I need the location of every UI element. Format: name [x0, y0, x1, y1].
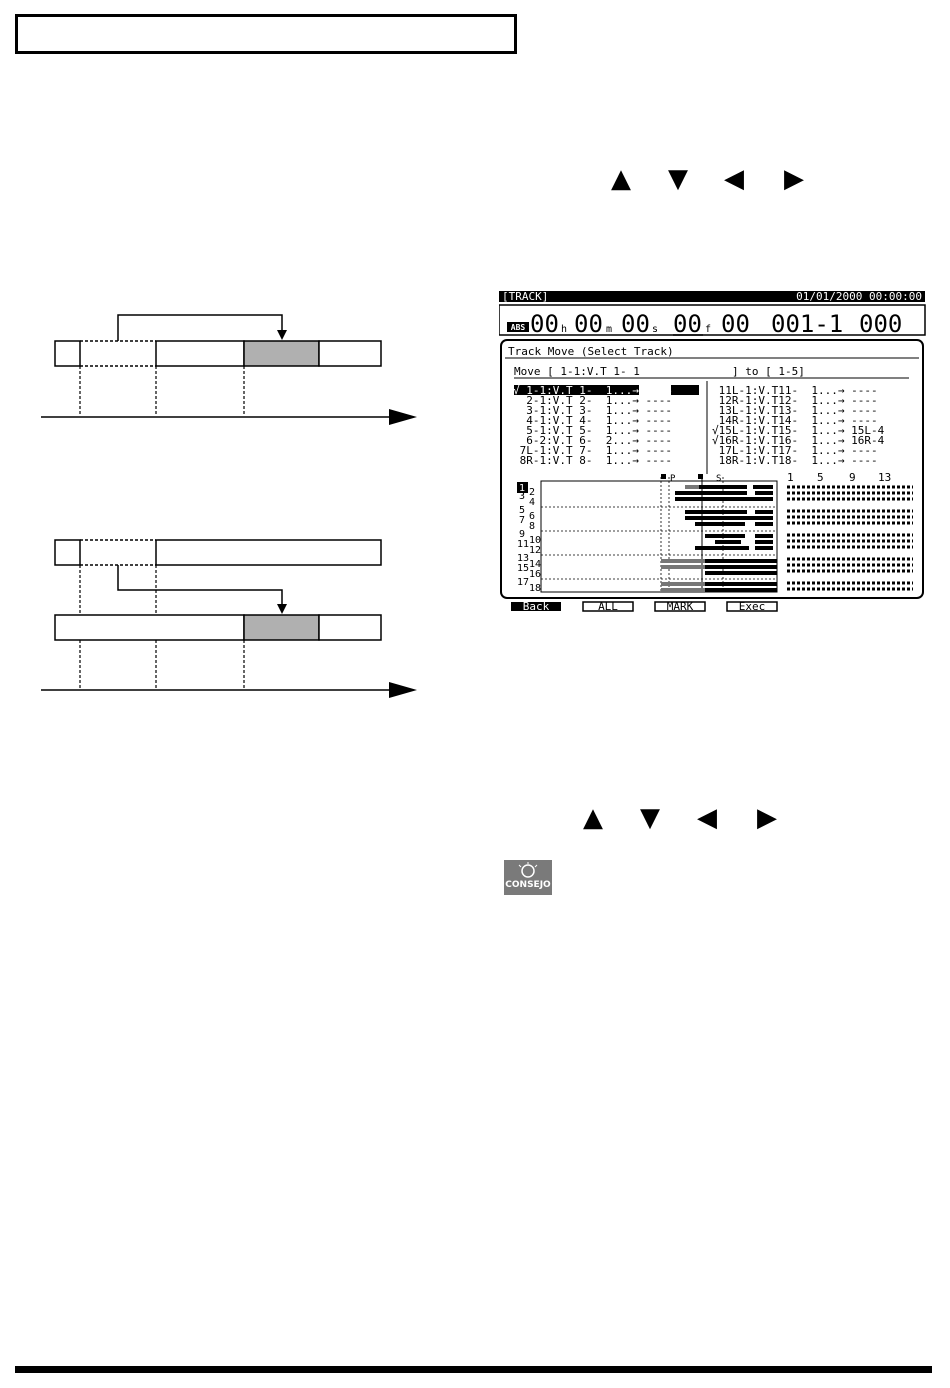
screen-mode: [TRACK] — [502, 291, 549, 303]
track-row[interactable]: 3-1:V.T 3- 1...→ ---- — [513, 404, 672, 417]
time-frames: 00 — [673, 310, 702, 338]
track-num: 5 — [519, 505, 526, 516]
diagram-track-move-2 — [35, 530, 425, 700]
track-row[interactable]: √ 1-1:V.T 1- 1...→ 1-5 — [513, 384, 672, 397]
tick: 000 — [859, 310, 903, 338]
time-seconds: 00 — [621, 310, 650, 338]
track-num: 17 — [517, 577, 530, 588]
tip-lightbulb-icon — [504, 860, 552, 895]
track-row[interactable]: 14R-1:V.T14- 1...→ ---- — [712, 414, 878, 427]
track-row[interactable]: 4-1:V.T 4- 1...→ ---- — [513, 414, 672, 427]
track-row[interactable]: 6-2:V.T 6- 2...→ ---- — [513, 434, 672, 447]
track-num: 15 — [517, 563, 530, 574]
track-num: 14 — [529, 559, 542, 570]
cursor-keys-row-1 — [0, 166, 950, 196]
track-row[interactable]: 12R-1:V.T12- 1...→ ---- — [712, 394, 878, 407]
track-num: 16 — [529, 569, 542, 580]
abs-badge: ABS — [510, 323, 526, 332]
time-subframes: 00 — [721, 310, 750, 338]
section-header-box — [15, 14, 517, 54]
page-title: Track Move (Select Track) — [508, 345, 674, 358]
grid-label: 13 — [878, 471, 892, 484]
track-row[interactable]: √15L-1:V.T15- 1...→ 15L-4 — [712, 424, 885, 437]
cursor-keys-row-2 — [0, 805, 950, 835]
time-hours: 00 — [530, 310, 559, 338]
track-row[interactable]: √16R-1:V.T16- 1...→ 16R-4 — [712, 434, 885, 447]
track-list-right — [712, 384, 885, 467]
punch-marker-label: P — [670, 474, 676, 484]
track-row[interactable]: 13L-1:V.T13- 1...→ ---- — [712, 404, 878, 417]
track-map — [517, 474, 777, 594]
diagram-track-move-1 — [35, 300, 425, 430]
grid-label: 1 — [787, 471, 794, 484]
right-arrow-icon: ▶ — [784, 164, 804, 194]
track-num: 3 — [519, 491, 526, 502]
track-row[interactable]: 7L-1:V.T 7- 1...→ ---- — [513, 444, 672, 457]
time-hours-unit: h — [561, 324, 568, 335]
track-num: 7 — [519, 515, 526, 526]
tip-label: CONSEJO — [505, 880, 551, 890]
track-num: 11 — [517, 539, 530, 550]
track-row[interactable]: 18R-1:V.T18- 1...→ ---- — [712, 454, 878, 467]
left-arrow-icon: ◀ — [697, 803, 717, 833]
move-source: Move [ 1-1:V.T 1- 1 — [514, 365, 640, 378]
track-num: 13 — [517, 553, 530, 564]
mark-button[interactable]: MARK — [666, 600, 694, 613]
track-num: 4 — [529, 497, 536, 508]
left-arrow-icon: ◀ — [724, 164, 744, 194]
track-row[interactable]: 5-1:V.T 5- 1...→ ---- — [513, 424, 672, 437]
up-arrow-icon: ▲ — [583, 803, 603, 833]
start-marker-label: S — [716, 474, 722, 484]
track-num: 1 — [519, 483, 526, 494]
track-num: 2 — [529, 487, 536, 498]
back-button[interactable]: Back — [522, 600, 550, 613]
footer-rule — [15, 1366, 932, 1373]
track-row[interactable]: 2-1:V.T 2- 1...→ ---- — [513, 394, 672, 407]
track-num: 9 — [519, 529, 526, 540]
down-arrow-icon: ▼ — [640, 803, 660, 833]
down-arrow-icon: ▼ — [668, 164, 688, 194]
move-destination: ] to [ 1-5] — [732, 365, 805, 378]
all-button[interactable]: ALL — [598, 600, 618, 613]
screen-datetime: 01/01/2000 00:00:00 — [796, 291, 922, 303]
exec-button[interactable]: Exec — [738, 600, 766, 613]
measure-beat: 001-1 — [771, 310, 844, 338]
time-minutes-unit: m — [606, 324, 613, 335]
track-row[interactable]: 8R-1:V.T 8- 1...→ ---- — [513, 454, 672, 467]
lcd-screen — [499, 291, 927, 616]
time-frames-unit: f — [705, 324, 712, 335]
time-minutes: 00 — [574, 310, 603, 338]
track-num: 18 — [529, 583, 542, 594]
track-row[interactable]: 17L-1:V.T17- 1...→ ---- — [712, 444, 878, 457]
up-arrow-icon: ▲ — [611, 164, 631, 194]
track-num: 10 — [529, 535, 542, 546]
grid-label: 9 — [849, 471, 856, 484]
time-seconds-unit: s — [652, 324, 659, 335]
track-num: 6 — [529, 511, 536, 522]
right-arrow-icon: ▶ — [757, 803, 777, 833]
track-num: 8 — [529, 521, 536, 532]
track-row[interactable]: 11L-1:V.T11- 1...→ ---- — [712, 384, 878, 397]
track-num: 12 — [529, 545, 542, 556]
track-list-left — [513, 384, 672, 467]
grid-label: 5 — [817, 471, 824, 484]
